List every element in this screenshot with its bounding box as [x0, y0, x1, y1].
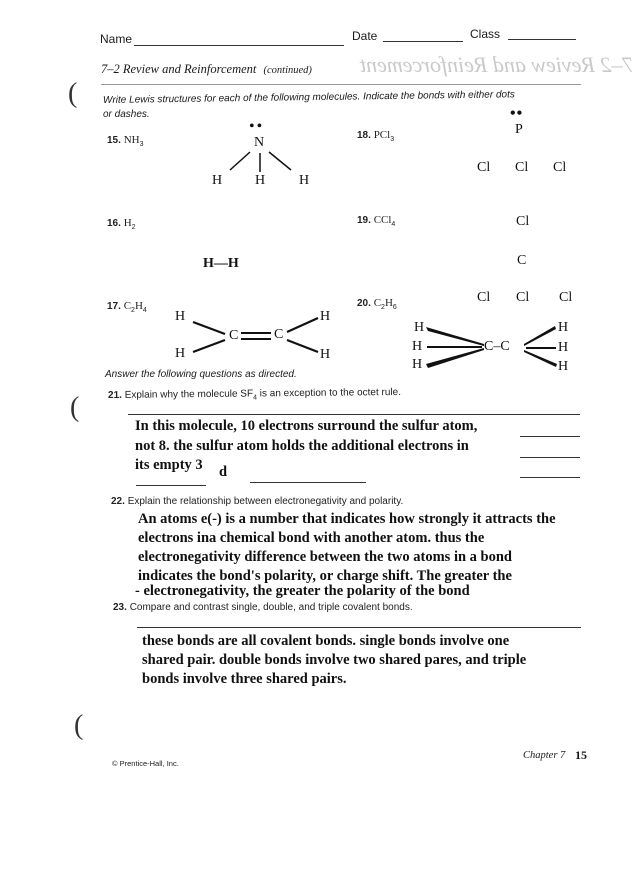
- c2h4-c-right: C: [274, 327, 284, 342]
- class-label: Class: [470, 27, 501, 41]
- c2h6-h-right-1: H: [558, 320, 569, 335]
- q21-answer-line[interactable]: [520, 457, 580, 458]
- c2h6-cc: C–C: [484, 339, 510, 354]
- q23-answer-line-1: these bonds are all covalent bonds. single bonds involve one: [142, 633, 510, 649]
- binding-hole-mark: (: [68, 78, 78, 109]
- q23-answer-line-2: shared pair. double bonds involve two shared pares, and triple: [142, 652, 527, 668]
- q21-answer-line-3: its empty 3: [135, 457, 203, 473]
- pcl3-cl-2: Cl: [515, 160, 529, 175]
- question-22: 22. Explain the relationship between electronegativity and polarity.: [111, 496, 404, 507]
- q21-answer-line[interactable]: [250, 482, 366, 483]
- ccl4-cl-top: Cl: [516, 214, 530, 229]
- q22-answer-line-1: An atoms e(-) is a number that indicates how strongly it attracts the: [138, 511, 556, 527]
- c2h6-h-left-2: H: [412, 339, 423, 354]
- date-label: Date: [352, 29, 378, 43]
- q21-answer-line-2: not 8. the sulfur atom holds the additional electrons in: [135, 438, 469, 454]
- pcl3-cl-3: Cl: [553, 160, 567, 175]
- bleed-through-title: 7–2 Review and Reinforcement: [360, 52, 634, 77]
- q21-answer-line-1: In this molecule, 10 electrons surround the sulfur atom,: [135, 418, 478, 434]
- question-19: 19. CCl$_4$: [357, 214, 396, 228]
- ccl4-c-atom: C: [517, 253, 527, 268]
- ccl4-cl-1: Cl: [477, 290, 491, 305]
- question-16: 16. $H_2$: [107, 217, 136, 231]
- question-18: 18. PCl$_3$: [357, 129, 395, 143]
- question-15: 15. $NH_3$: [107, 134, 144, 148]
- c2h6-bond-r1: [524, 326, 556, 346]
- c2h6-bond-l3: [426, 348, 484, 368]
- q21-answer-d: d: [219, 464, 228, 480]
- c2h6-h-left-3: H: [412, 357, 423, 372]
- c2h4-h-top-left: H: [175, 309, 186, 324]
- pcl3-p-atom: P: [515, 122, 523, 137]
- chapter-label: Chapter 7: [523, 750, 566, 761]
- binding-hole-mark: (: [70, 392, 80, 423]
- section-title-continued: (continued): [263, 65, 312, 76]
- c2h6-h-right-2: H: [558, 340, 569, 355]
- q22-answer-line-5: - electronegativity, the greater the polarity of the bond: [135, 583, 470, 599]
- nh3-h-atom-right: H: [299, 173, 310, 188]
- c2h4-h-bottom-right: H: [320, 347, 331, 362]
- q21-answer-line[interactable]: [128, 414, 580, 415]
- directed-instructions: Answer the following questions as directed.: [105, 369, 297, 380]
- pcl3-cl-1: Cl: [477, 160, 491, 175]
- ccl4-cl-3: Cl: [559, 290, 573, 305]
- c2h6-bond-l1: [426, 327, 484, 346]
- q21-answer-line[interactable]: [520, 436, 580, 437]
- c2h4-c-left: C: [229, 328, 239, 343]
- ccl4-cl-2: Cl: [516, 290, 530, 305]
- q22-answer-line-4: indicates the bond's polarity, or charge shift. The greater the: [138, 568, 512, 584]
- q23-answer-line-3: bonds involve three shared pairs.: [142, 671, 347, 687]
- q21-answer-line[interactable]: [520, 477, 580, 478]
- lewis-instructions-2: or dashes.: [103, 109, 150, 120]
- section-title-text: 7–2 Review and Reinforcement: [101, 62, 257, 76]
- c2h6-h-left-1: H: [414, 320, 425, 335]
- nh3-lone-pair: ••: [249, 118, 265, 135]
- question-20: 20. $C_2H_6$: [357, 297, 397, 311]
- c2h4-h-top-right: H: [320, 309, 331, 324]
- pcl3-lone-pair: ••: [510, 105, 524, 122]
- c2h6-h-right-3: H: [558, 359, 569, 374]
- h2-structure: H—H: [203, 256, 239, 271]
- nh3-h-atom-middle: H: [255, 173, 266, 188]
- copyright: © Prentice-Hall, Inc.: [112, 759, 179, 768]
- q23-answer-line[interactable]: [137, 627, 581, 628]
- c2h6-bond-r3: [524, 350, 557, 367]
- question-23: 23. Compare and contrast single, double, and triple covalent bonds.: [113, 602, 413, 613]
- binding-hole-mark: (: [74, 710, 84, 741]
- q21-answer-line[interactable]: [136, 485, 206, 486]
- q22-answer-line-3: electronegativity difference between the two atoms in a bond: [138, 549, 512, 565]
- name-label: Name: [100, 32, 133, 46]
- page-number: 15: [575, 748, 587, 762]
- q22-answer-line-2: electrons ina chemical bond with another atom. thus the: [138, 530, 485, 546]
- question-17: 17. $C_2H_4$: [107, 300, 147, 314]
- question-21: 21. Explain why the molecule $SF_4$ is an exception to the octet rule.: [107, 386, 402, 402]
- c2h4-h-bottom-left: H: [175, 346, 186, 361]
- nh3-h-atom-left: H: [212, 173, 223, 188]
- lewis-instructions: Write Lewis structures for each of the following molecules. Indicate the bonds with either dots: [102, 89, 515, 106]
- nh3-n-atom: N: [254, 135, 265, 150]
